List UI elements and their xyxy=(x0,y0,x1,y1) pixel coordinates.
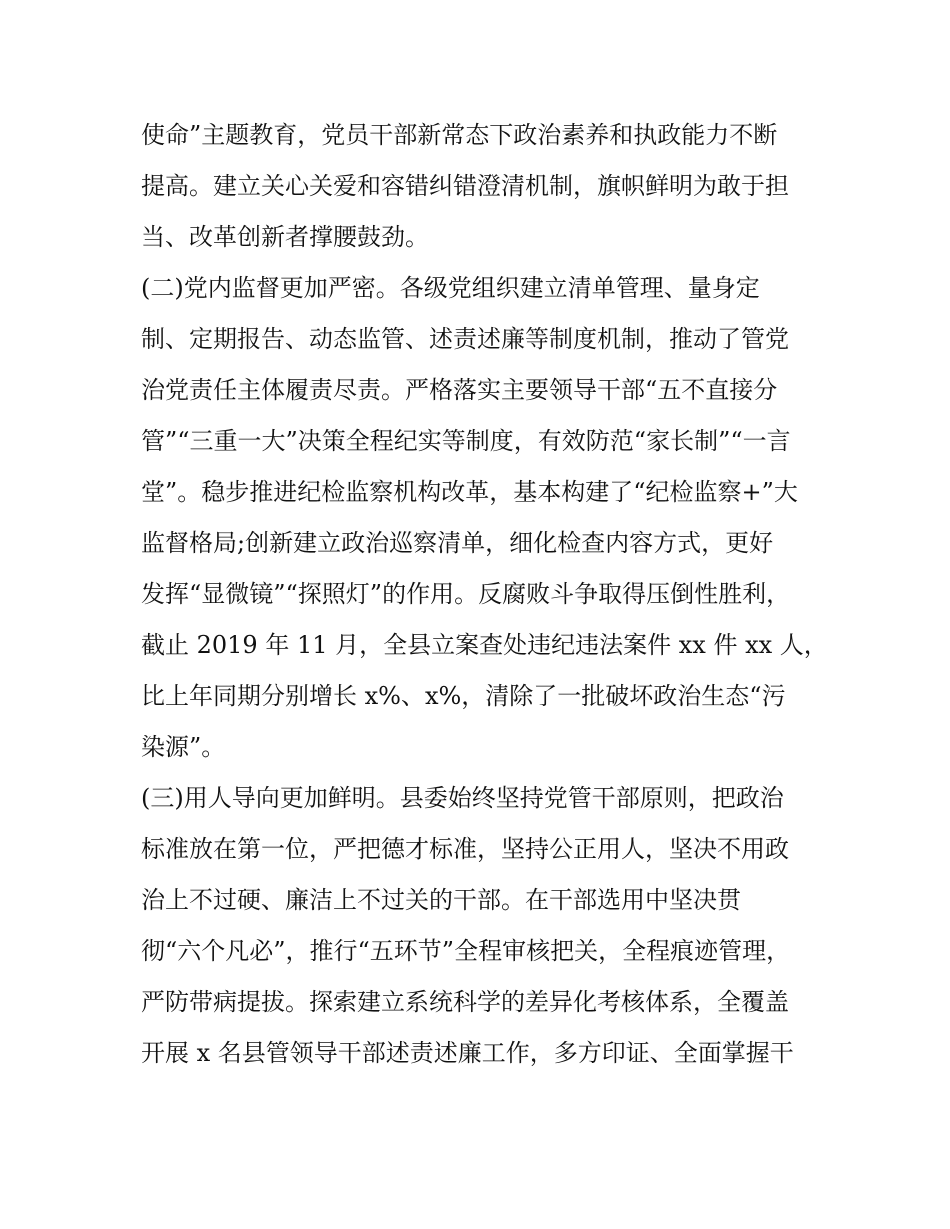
document-body xyxy=(141,110,828,1079)
text-line: 使命”主题教育，党员干部新常态下政治素养和执政能力不断 xyxy=(141,121,778,149)
text-line: 标准放在第一位，严把德才标准，坚持公正用人，坚决不用政 xyxy=(141,835,789,863)
text-line: 管”“三重一大”决策全程纪实等制度，有效防范“家长制”“一言 xyxy=(141,427,791,455)
text-line: 发挥“显微镜”“探照灯”的作用。反腐败斗争取得压倒性胜利， xyxy=(141,580,791,608)
text-line: 染源”。 xyxy=(141,733,226,761)
text-line: 截止 2019 年 11 月，全县立案查处违纪违法案件 xx 件 xx 人， xyxy=(141,631,828,659)
text-line: 严防带病提拔。探索建立系统科学的差异化考核体系，全覆盖 xyxy=(141,988,789,1016)
text-line: 比上年同期分别增长 x%、x%，清除了一批破坏政治生态“污 xyxy=(141,682,786,710)
text-line: 彻“六个凡必”，推行“五环节”全程审核把关，全程痕迹管理， xyxy=(141,937,791,965)
text-line: 当、改革创新者撑腰鼓劲。 xyxy=(141,223,429,251)
text-line: 开展 x 名县管领导干部述责述廉工作，多方印证、全面掌握干 xyxy=(141,1039,794,1067)
text-line: 治党责任主体履责尽责。严格落实主要领导干部“五不直接分 xyxy=(141,376,778,404)
text-line: 制、定期报告、动态监管、述责述廉等制度机制，推动了管党 xyxy=(141,325,789,353)
text-line: 监督格局;创新建立政治巡察清单，细化检查内容方式，更好 xyxy=(141,529,774,557)
text-line: 堂”。稳步推进纪检监察机构改革，基本构建了“纪检监察+”大 xyxy=(141,478,798,506)
text-line: 治上不过硬、廉洁上不过关的干部。在干部选用中坚决贯 xyxy=(141,886,741,914)
section-heading-line: (三)用人导向更加鲜明。县委始终坚持党管干部原则，把政治 xyxy=(141,784,784,812)
section-heading-line: (二)党内监督更加严密。各级党组织建立清单管理、量身定 xyxy=(141,274,760,302)
text-line: 提高。建立关心关爱和容错纠错澄清机制，旗帜鲜明为敢于担 xyxy=(141,172,789,200)
